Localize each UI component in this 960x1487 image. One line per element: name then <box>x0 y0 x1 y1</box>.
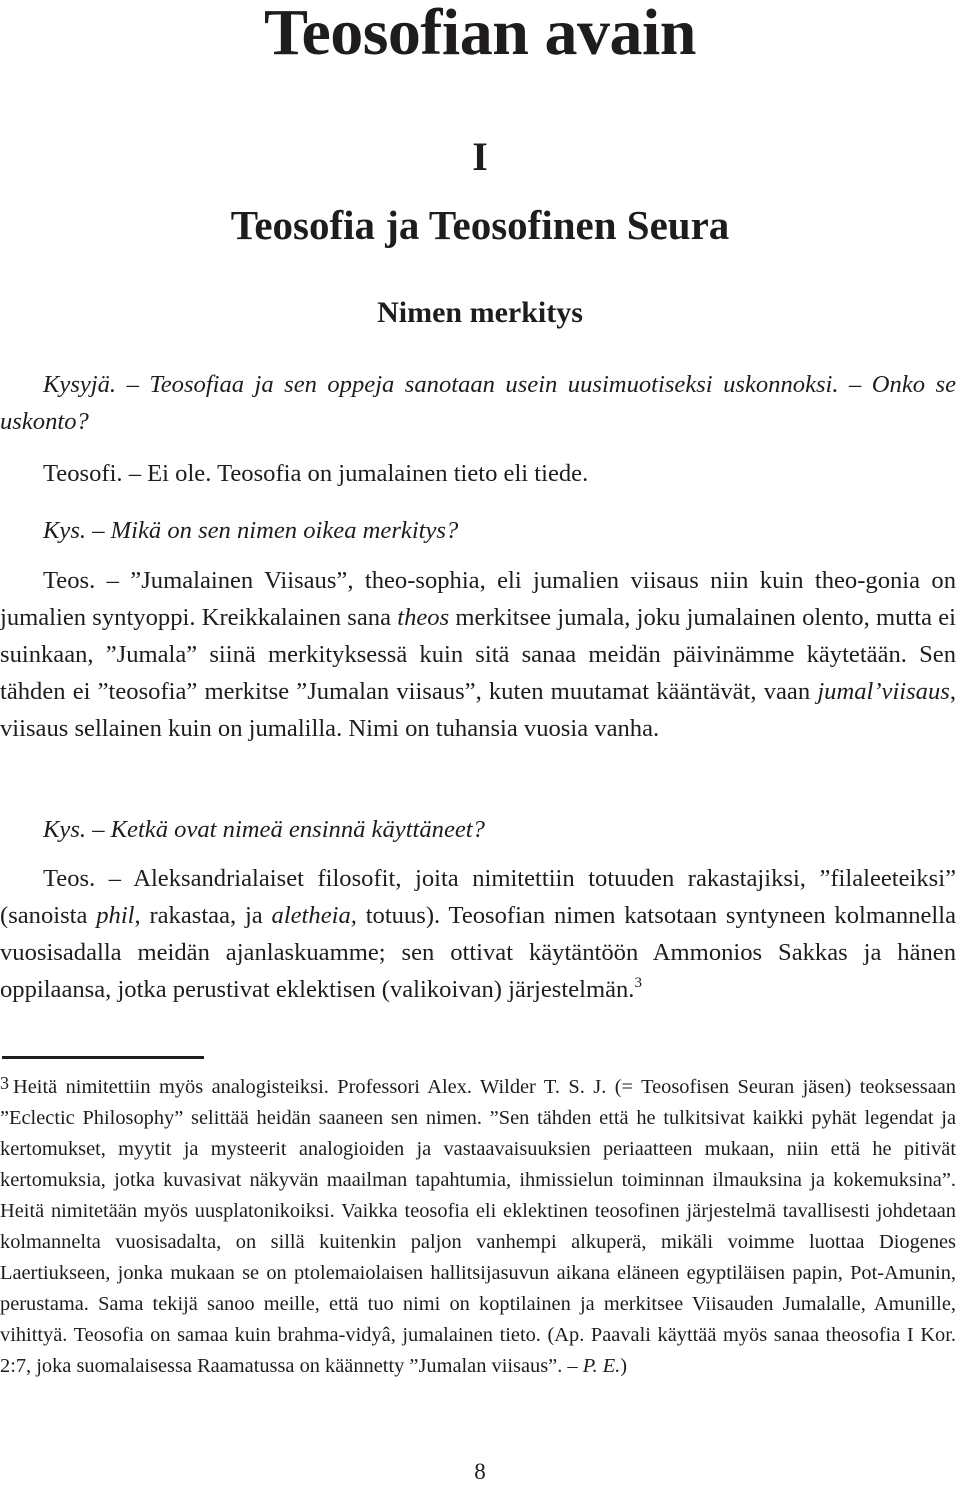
question-text: – Ketkä ovat nimeä ensinnä käyttäneet? <box>92 816 485 843</box>
answer-text: – Ei ole. Teosofia on jumalainen tieto eli tiede. <box>128 460 589 487</box>
question-text: – Mikä on sen nimen oikea merkitys? <box>92 517 459 544</box>
emphasis-term: P. E. <box>582 1355 621 1377</box>
answer-text: merkitsee jumala, joku jumalainen olento, mutta ei suinkaan, ”Jumala” siinä merkityksessä kuin sitä sanaa meidän päivinämme käytetään. Sen tähden ei ”teosofia” merkitse ”Jumalan viisaus”, kuten muutamat kääntävät, vaan <box>0 604 956 705</box>
speaker-label: Teos. <box>43 865 96 892</box>
footnote-text: Heitä nimitettiin myös analogisteiksi. Professori Alex. Wilder T. S. J. (= Teosofisen Seuran jäsen) teoksessaan ”Eclectic Philosophy” selittää heidän saaneen sen nimen. ”Sen tähden että he tulkitsivat kaikki pyhät legendat ja kertomukset, myytit ja mysteerit analogioiden ja vastaavaisuuksien periaatteen mukaan, niin että he pitivät kertomuksia, jotka kuvasivat näkyvän maailman tapahtumia, ihmissielun toiminnan ilmauksina ja kokemuksina”. Heitä nimitetään myös uusplatonikoiksi. Vaikka teosofia eli eklektinen teosofinen järjestelmä tavallisesti johdetaan kolmannelta vuosisadalta, on sillä kuitenkin paljon vanhempi alkuperä, mikäli voimme luottaa Diogenes Laertiukseen, jonka mukaan se on ptolemaiolaisen hallitsijasuvun aikana eläneen egyptiläisen papin, Pot-Amunin, perustama. Sama tekijä sanoo meille, että tuo nimi on koptilainen ja merkitsee Viisauden Jumalalle, Amunille, vihittyä. Teosofia on samaa kuin brahma-vidyâ, jumalainen tieto. (Ap. Paavali käyttää myös sanaa theosofia I Kor. 2:7, joka suomalaisessa Raamatussa on käännetty ”Jumalan viisaus”. – <box>0 1076 956 1377</box>
answer-paragraph <box>0 562 956 747</box>
answer-text: totuus). Teosofian nimen katsotaan syntyneen kolmannella vuosisadalla meidän ajanlaskuamme; sen ottivat käytäntöön Ammonios Sakkas ja hänen oppilaansa, jotka perustivat eklektisen (valikoivan) järjestelmän. <box>0 902 956 1003</box>
emphasis-term: aletheia, <box>271 902 357 929</box>
answer-text: , viisaus sellainen kuin on jumalilla. Nimi on tuhansia vuosia vanha. <box>0 678 956 742</box>
chapter-title: Teosofia ja Teosofinen Seura <box>230 202 730 248</box>
footnote-reference[interactable]: 3 <box>634 975 642 991</box>
answer-text: – ”Jumalainen Viisaus”, theo-sophia, eli jumalien viisaus niin kuin theo-gonia on jumalien syntyoppi. Kreikkalainen sana <box>0 567 956 631</box>
section-title: Nimen merkitys <box>377 296 583 329</box>
question-paragraph <box>0 811 956 848</box>
emphasis-term: jumal’viisaus <box>817 678 950 705</box>
answer-text: , rakastaa, ja <box>134 902 272 929</box>
question-paragraph <box>0 366 956 440</box>
question-paragraph <box>0 512 956 549</box>
answer-paragraph <box>0 455 956 492</box>
emphasis-term: phil <box>96 902 135 929</box>
book-title: Teosofian avain <box>263 0 696 69</box>
question-text: – Teosofiaa ja sen oppeja sanotaan usein uusimuotiseksi uskonnoksi. – Onko se uskonto? <box>0 371 956 435</box>
speaker-label: Kysyjä. <box>43 371 117 398</box>
speaker-label: Kys. <box>43 517 87 544</box>
footnote-divider <box>2 1056 204 1059</box>
answer-text: – Aleksandrialaiset filosofit, joita nimitettiin totuuden rakastajiksi, ”filaleeteiksi” (sanoista <box>0 865 956 929</box>
speaker-label: Kys. <box>43 816 87 843</box>
chapter-number: I <box>472 134 488 179</box>
answer-paragraph <box>0 860 956 1008</box>
speaker-label: Teos. <box>43 567 96 594</box>
footnote-text: ) <box>620 1355 628 1377</box>
page-number: 8 <box>474 1459 486 1484</box>
emphasis-term: theos <box>397 604 450 631</box>
footnote-mark: 3 <box>0 1073 9 1093</box>
speaker-label: Teosofi. <box>43 460 123 487</box>
footnote <box>0 1068 956 1382</box>
